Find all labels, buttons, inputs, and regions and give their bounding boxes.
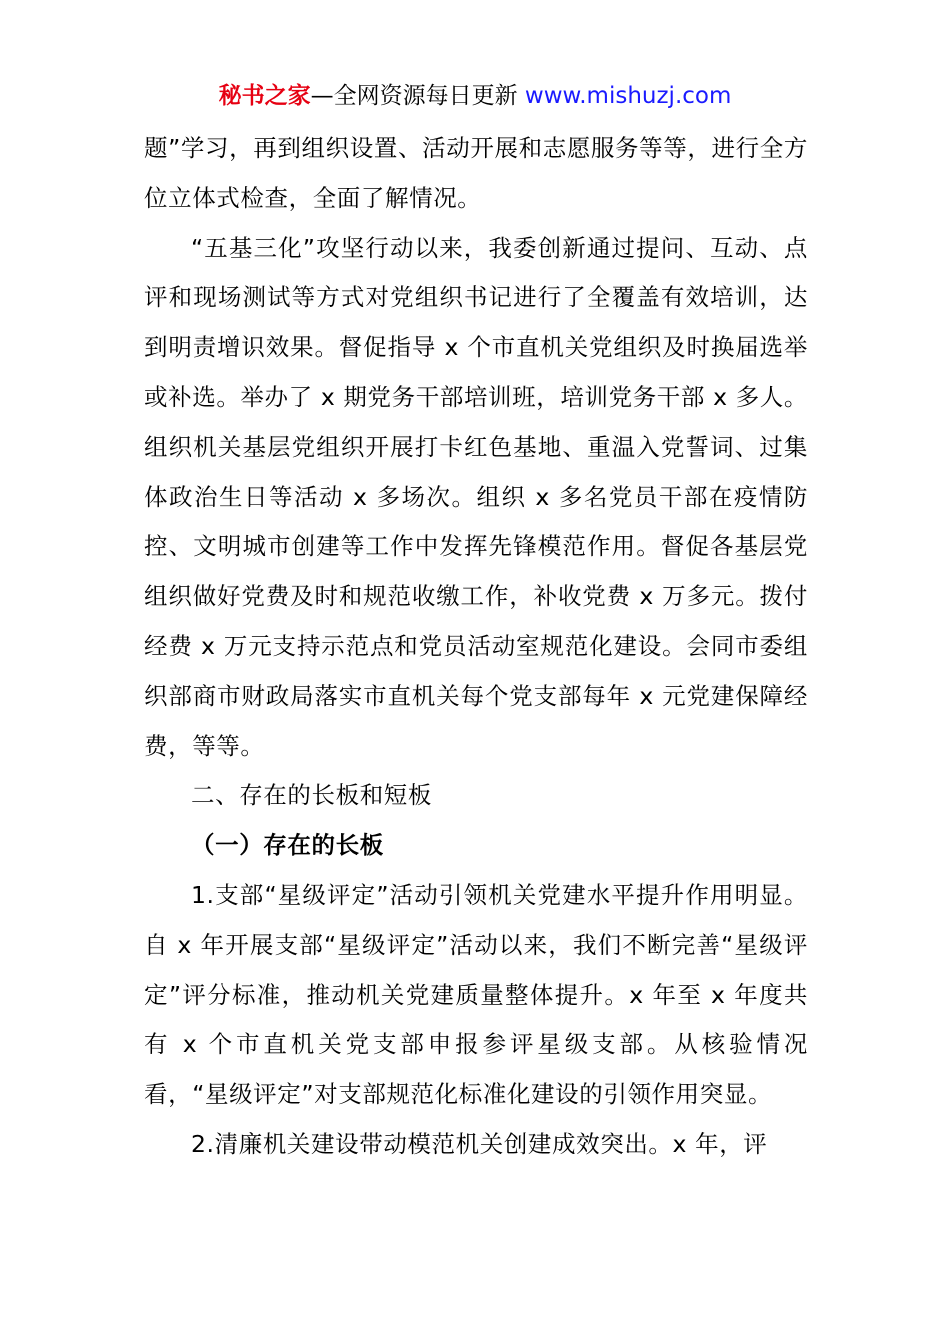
subsection-heading: （一）存在的长板 bbox=[191, 831, 384, 860]
section-heading: 二、存在的长板和短板 bbox=[191, 781, 432, 810]
site-tagline: —全网资源每日更新 bbox=[310, 83, 525, 109]
document-body bbox=[144, 124, 808, 1170]
site-header bbox=[0, 80, 950, 112]
paragraph-achievements: “五基三化”攻坚行动以来，我委创新通过提问、互动、点评和现场测试等方式对党组织书记进行了全覆盖有效培训，达到明责增识效果。督促指导 x 个市直机关党组织及时换届选举或补选。举办了 x 期党务干部培训班，培训党务干部 x 多人。组织机关基层党组织开展打卡红色基地、重温入党誓词、过集体政治生日等活动 x 多场次。组织 x 多名党员干部在疫情防控、文明城市创建等工作中发挥先锋模范作用。督促各基层党组织做好党费及时和规范收缴工作，补收党费 x 万多元。拨付经费 x 万元支持示范点和党员活动室规范化建设。会同市委组织部商市财政局落实市直机关每个党支部每年 x 元党建保障经费，等等。 bbox=[144, 233, 808, 760]
site-url-link[interactable]: www.mishuzj.com bbox=[524, 83, 732, 109]
paragraph-item-2: 2.清廉机关建设带动模范机关创建成效突出。x 年，评 bbox=[191, 1129, 768, 1158]
paragraph-item-1: 1.支部“星级评定”活动引领机关党建水平提升作用明显。自 x 年开展支部“星级评定”活动以来，我们不断完善“星级评定”评分标准，推动机关党建质量整体提升。x 年至 x 年度共有 x 个市直机关党支部申报参评星级支部。从核验情况看，“星级评定”对支部规范化标准化建设的引领作用突显。 bbox=[144, 880, 808, 1109]
site-brand[interactable]: 秘书之家 bbox=[218, 83, 311, 109]
paragraph-continuation: 题”学习，再到组织设置、活动开展和志愿服务等等，进行全方位立体式检查，全面了解情况。 bbox=[144, 134, 808, 212]
